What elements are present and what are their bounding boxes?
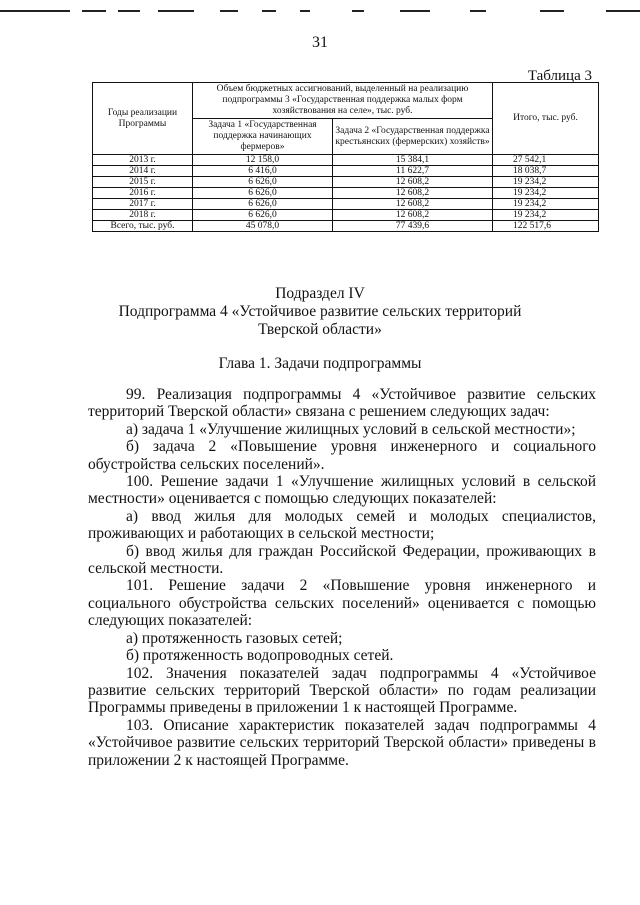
table-row xyxy=(93,199,599,210)
paragraph-101-b: б) протяженность водопроводных сетей. xyxy=(126,647,394,665)
paragraph-100-a: а) ввод жилья для молодых семей и молодых специалистов, проживающих и работающих в сельской местности; xyxy=(88,507,596,543)
row-task2: 77 439,6 xyxy=(333,221,493,232)
row-year: 2016 г. xyxy=(93,188,193,199)
row-task2: 12 608,2 xyxy=(333,188,493,199)
header-years: Годы реализации Программы xyxy=(93,83,193,155)
subprogram-title-line2: Тверской области» xyxy=(258,321,382,338)
row-task1: 6 626,0 xyxy=(193,188,333,199)
table-row xyxy=(93,210,599,221)
table-row xyxy=(93,188,599,199)
row-total: 19 234,2 xyxy=(493,210,599,221)
subsection-title: Подраздел IV xyxy=(275,285,365,302)
paragraph-102: 102. Значения показателей задач подпрограммы 4 «Устойчивое развитие сельских территорий Тверской области» по годам реализации Программы приведены в приложении 1 к настоящей Программе. xyxy=(88,664,596,717)
row-task1: 45 078,0 xyxy=(193,221,333,232)
row-total: 122 517,6 xyxy=(493,221,599,232)
table-row-total xyxy=(93,221,599,232)
budget-table xyxy=(92,82,599,232)
row-task2: 15 384,1 xyxy=(333,155,493,166)
table-row xyxy=(93,166,599,177)
header-total: Итого, тыс. руб. xyxy=(493,83,599,155)
row-task1: 6 626,0 xyxy=(193,177,333,188)
row-total: 19 234,2 xyxy=(493,177,599,188)
paragraph-103: 103. Описание характеристик показателей задач подпрограммы 4 «Устойчивое развитие сельских территорий Тверской области» приведены в приложении 2 к настоящей Программе. xyxy=(88,716,596,769)
header-task1: Задача 1 «Государственная поддержка начинающих фермеров» xyxy=(193,119,333,155)
row-total: 27 542,1 xyxy=(493,155,599,166)
table-row xyxy=(93,155,599,166)
row-total: 19 234,2 xyxy=(493,199,599,210)
row-year: 2014 г. xyxy=(93,166,193,177)
row-year: 2013 г. xyxy=(93,155,193,166)
row-task1: 12 158,0 xyxy=(193,155,333,166)
subprogram-title-line1: Подпрограмма 4 «Устойчивое развитие сельских территорий xyxy=(118,303,522,320)
scan-artifact-line xyxy=(0,10,640,12)
row-task2: 12 608,2 xyxy=(333,210,493,221)
row-task2: 12 608,2 xyxy=(333,177,493,188)
paragraph-100-b: б) ввод жилья для граждан Российской Федерации, проживающих в сельской местности. xyxy=(88,542,596,578)
row-task1: 6 416,0 xyxy=(193,166,333,177)
row-year: 2018 г. xyxy=(93,210,193,221)
row-year: 2015 г. xyxy=(93,177,193,188)
row-year: 2017 г. xyxy=(93,199,193,210)
paragraph-100: 100. Решение задачи 1 «Улучшение жилищных условий в сельской местности» оценивается с помощью следующих показателей: xyxy=(88,473,596,508)
table-row xyxy=(93,177,599,188)
row-total: 18 038,7 xyxy=(493,166,599,177)
row-task1: 6 626,0 xyxy=(193,210,333,221)
paragraph-101-a: а) протяженность газовых сетей; xyxy=(126,629,343,647)
table-caption: Таблица 3 xyxy=(527,68,592,84)
chapter-title: Глава 1. Задачи подпрограммы xyxy=(218,355,422,372)
row-task2: 12 608,2 xyxy=(333,199,493,210)
body-text xyxy=(88,386,596,769)
paragraph-99-b: б) задача 2 «Повышение уровня инженерного и социального обустройства сельских поселений». xyxy=(88,438,596,473)
header-budget-group: Объем бюджетных ассигнований, выделенный на реализацию подпрограммы 3 «Государственная поддержка малых форм хозяйствования на селе», тыс. руб. xyxy=(193,83,493,119)
row-task1: 6 626,0 xyxy=(193,199,333,210)
page-number: 31 xyxy=(312,34,328,51)
paragraph-99: 99. Реализация подпрограммы 4 «Устойчивое развитие сельских территорий Тверской области» связана с решением следующих задач: xyxy=(88,386,596,421)
row-total: 19 234,2 xyxy=(493,188,599,199)
header-task2: Задача 2 «Государственная поддержка крестьянских (фермерских) хозяйств» xyxy=(333,119,493,155)
paragraph-99-a: а) задача 1 «Улучшение жилищных условий в сельской местности»; xyxy=(126,420,576,438)
paragraph-101: 101. Решение задачи 2 «Повышение уровня инженерного и социального обустройства сельских поселений» оценивается с помощью следующих показателей: xyxy=(88,577,596,630)
row-year: Всего, тыс. руб. xyxy=(93,221,193,232)
row-task2: 11 622,7 xyxy=(333,166,493,177)
